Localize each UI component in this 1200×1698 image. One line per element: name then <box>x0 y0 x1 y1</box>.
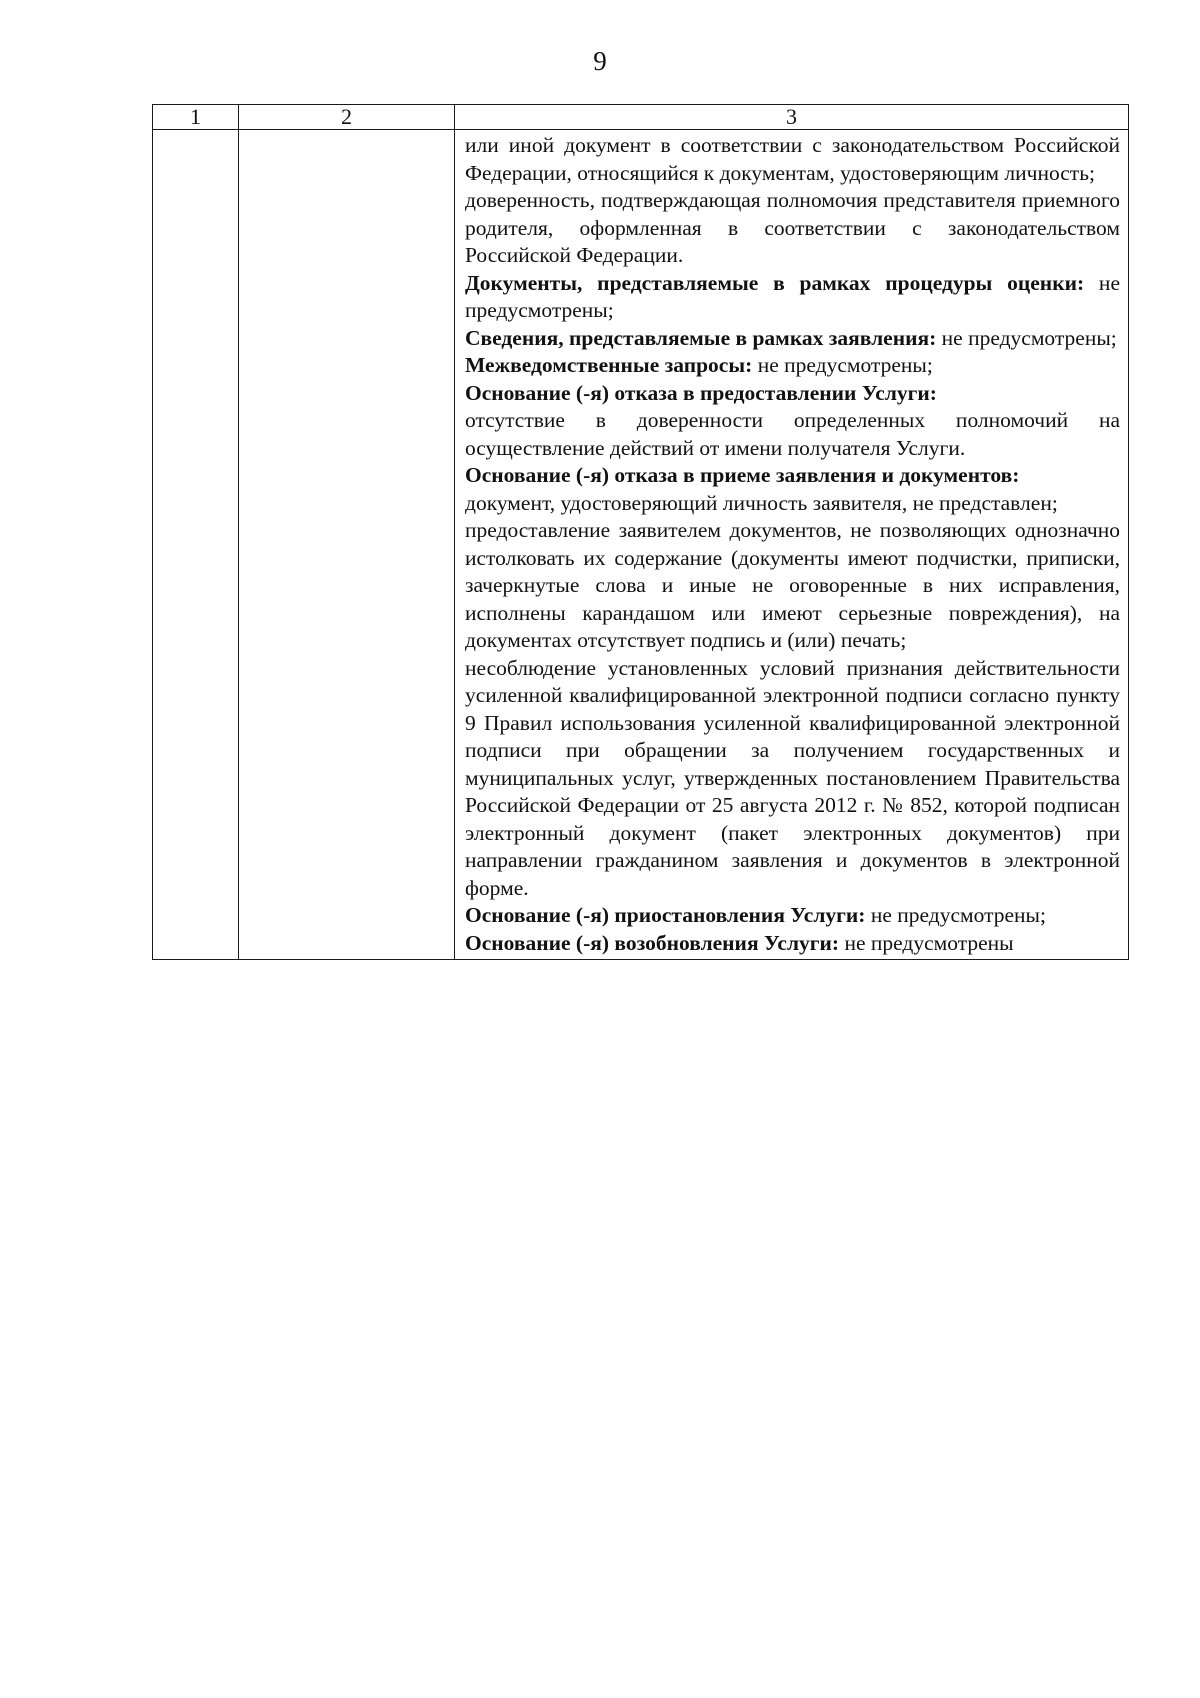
paragraph <box>465 132 1120 187</box>
paragraph-heading: Межведомственные запросы: <box>465 353 753 377</box>
cell-col-3-content <box>455 130 1128 959</box>
paragraph <box>465 462 1120 490</box>
paragraph-text: документ, удостоверяющий личность заявителя, не представлен; <box>465 490 1058 515</box>
paragraph <box>465 655 1120 903</box>
column-header-1: 1 <box>153 105 239 130</box>
paragraph <box>465 380 1120 408</box>
page-number: 9 <box>593 46 607 76</box>
paragraph <box>465 325 1120 353</box>
cell-col-3 <box>455 130 1129 960</box>
paragraph-text: или иной документ в соответствии с законодательством Российской Федерации, относящийся к документам, удостоверяющим личность; <box>465 133 1120 185</box>
paragraph-text: не предусмотрены; <box>865 903 1046 927</box>
paragraph <box>465 352 1120 380</box>
cell-col-2 <box>239 130 455 960</box>
paragraph-heading: Документы, представляемые в рамках процедуры оценки: <box>465 270 1085 295</box>
paragraph-heading: Основание (-я) отказа в приеме заявления и документов: <box>465 463 1020 487</box>
paragraph <box>465 517 1120 655</box>
paragraph-heading: Сведения, представляемые в рамках заявления: <box>465 325 937 350</box>
paragraph <box>465 407 1120 462</box>
column-header-2: 2 <box>239 105 455 130</box>
paragraph-heading: Основание (-я) приостановления Услуги: <box>465 903 866 927</box>
paragraph <box>465 930 1120 958</box>
paragraph-text: не предусмотрены <box>839 930 1014 955</box>
paragraph <box>465 490 1120 518</box>
table-header-row <box>153 105 1129 130</box>
paragraph-text: несоблюдение установленных условий признания действительности усиленной квалифицированной электронной подписи согласно пункту 9 Правил использования усиленной квалифицированной электронной подписи при обращении за получением государственных и муниципальных услуг, утвержденных постановлением Правительства Российской Федерации от 25 августа 2012 г. № 852, которой подписан электронный документ (пакет электронных документов) при направлении гражданином заявления и документов в электронной форме. <box>465 655 1120 900</box>
paragraph-heading: Основание (-я) возобновления Услуги: <box>465 930 840 955</box>
column-header-3: 3 <box>455 105 1129 130</box>
paragraph-text: не предусмотрены; <box>465 270 1120 322</box>
document-table <box>152 104 1129 960</box>
paragraph <box>465 902 1120 930</box>
paragraph-text: не предусмотрены; <box>752 353 933 377</box>
cell-col-1 <box>153 130 239 960</box>
paragraph-text: отсутствие в доверенности определенных полномочий на осуществление действий от имени получателя Услуги. <box>465 408 1120 460</box>
table-row <box>153 130 1129 960</box>
paragraph-text: доверенность, подтверждающая полномочия представителя приемного родителя, оформленная в соответствии с законодательством Российской Федерации. <box>465 188 1120 267</box>
paragraph-text: предоставление заявителем документов, не позволяющих однозначно истолковать их содержание (документы имеют подчистки, приписки, зачеркнутые слова и иные не оговоренные в них исправления, исполнены карандашом или имеют серьезные повреждения), на документах отсутствует подпись и (или) печать; <box>465 518 1120 652</box>
paragraph <box>465 270 1120 325</box>
paragraph-text: не предусмотрены; <box>936 325 1117 350</box>
paragraph <box>465 187 1120 270</box>
paragraph-heading: Основание (-я) отказа в предоставлении Услуги: <box>465 380 937 405</box>
